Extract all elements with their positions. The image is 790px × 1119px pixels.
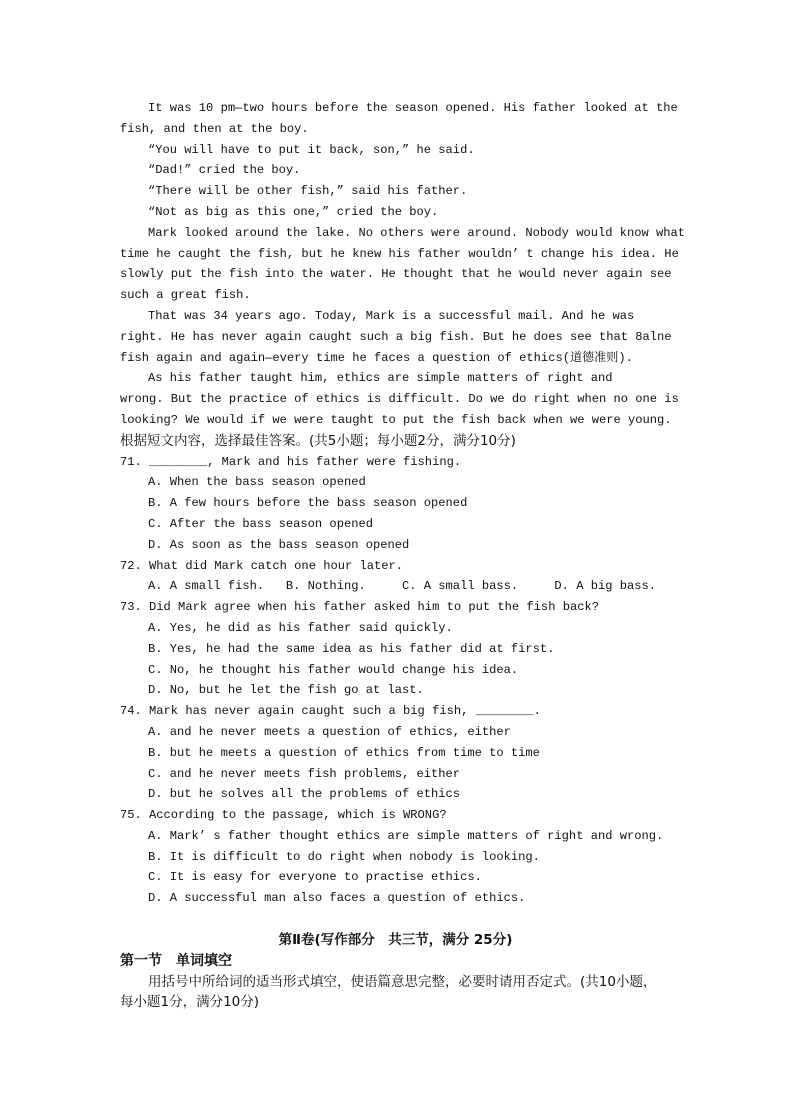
- question-73: [120, 597, 710, 701]
- answer-option: A. and he never meets a question of ethics, either: [148, 724, 511, 739]
- passage-line: fish, and then at the boy.: [120, 121, 309, 136]
- answer-option: C. After the bass season opened: [148, 516, 373, 531]
- passage-line: “Dad!” cried the boy.: [148, 163, 301, 178]
- question-stem: 74. Mark has never again caught such a big fish, ________.: [120, 704, 541, 719]
- question-75: [120, 805, 710, 909]
- question-instructions: 根据短文内容，选择最佳答案。(共5小题；每小题2分，满分10分): [120, 432, 516, 449]
- question-stem: 75. According to the passage, which is WRONG?: [120, 808, 447, 823]
- passage-line: such a great fish.: [120, 288, 251, 303]
- passage-line: It was 10 pm—two hours before the season opened. His father looked at the: [148, 101, 678, 115]
- reading-passage: [120, 98, 710, 431]
- answer-option: B. Yes, he had the same idea as his father did at first.: [148, 641, 555, 656]
- section-instruction: 用括号中所给词的适当形式填空，使语篇意思完整，必要时请用否定式。(共10小题，: [148, 973, 657, 990]
- question-stem: 71. ________, Mark and his father were fishing.: [120, 454, 462, 469]
- passage-line: wrong. But the practice of ethics is difficult. Do we do right when no one is: [120, 392, 679, 407]
- passage-line: “Not as big as this one,” cried the boy.: [148, 204, 439, 219]
- section-instruction-cont: 每小题1分，满分10分): [120, 994, 260, 1011]
- document-page: [120, 98, 710, 1013]
- answer-option: A. Yes, he did as his father said quickly.: [148, 620, 453, 635]
- passage-line: Mark looked around the lake. No others were around. Nobody would know what: [148, 225, 686, 240]
- passage-line: That was 34 years ago. Today, Mark is a successful mail. And he was: [148, 308, 635, 323]
- question-71: [120, 452, 710, 556]
- answer-option: A. A small fish. B. Nothing. C. A small bass. D. A big bass.: [148, 579, 657, 594]
- answer-option: C. and he never meets fish problems, either: [148, 766, 461, 781]
- question-74: [120, 701, 710, 805]
- answer-option: C. No, he thought his father would change his idea.: [148, 662, 519, 677]
- answer-option: C. It is easy for everyone to practise ethics.: [148, 870, 482, 885]
- passage-line: As his father taught him, ethics are simple matters of right and: [148, 371, 613, 386]
- answer-option: D. No, but he let the fish go at last.: [148, 683, 424, 698]
- passage-line: “There will be other fish,” said his father.: [148, 184, 468, 199]
- passage-line: right. He has never again caught such a big fish. But he does see that 8alne: [120, 329, 672, 344]
- question-list: [120, 452, 710, 910]
- question-stem: 72. What did Mark catch one hour later.: [120, 558, 404, 573]
- answer-option: A. Mark’ s father thought ethics are simple matters of right and wrong.: [148, 828, 664, 843]
- part-2-title: 第Ⅱ卷(写作部分 共三节，满分 25分): [278, 932, 513, 949]
- answer-option: B. A few hours before the bass season opened: [148, 496, 468, 511]
- passage-line: fish again and again—every time he faces a question of ethics(道德准则).: [120, 350, 633, 365]
- answer-option: B. It is difficult to do right when nobody is looking.: [148, 849, 540, 864]
- answer-option: D. but he solves all the problems of ethics: [148, 787, 461, 802]
- section-title: 第一节 单词填空: [120, 952, 232, 969]
- question-stem: 73. Did Mark agree when his father asked him to put the fish back?: [120, 600, 599, 615]
- answer-option: D. As soon as the bass season opened: [148, 537, 410, 552]
- question-72: [120, 556, 710, 598]
- answer-option: A. When the bass season opened: [148, 475, 366, 490]
- answer-option: D. A successful man also faces a question of ethics.: [148, 891, 526, 906]
- passage-line: looking? We would if we were taught to put the fish back when we were young.: [120, 412, 672, 427]
- passage-line: “You will have to put it back, son,” he said.: [148, 142, 475, 157]
- answer-option: B. but he meets a question of ethics from time to time: [148, 745, 540, 760]
- passage-line: slowly put the fish into the water. He thought that he would never again see: [120, 267, 672, 282]
- passage-line: time he caught the fish, but he knew his father wouldn’ t change his idea. He: [120, 246, 679, 261]
